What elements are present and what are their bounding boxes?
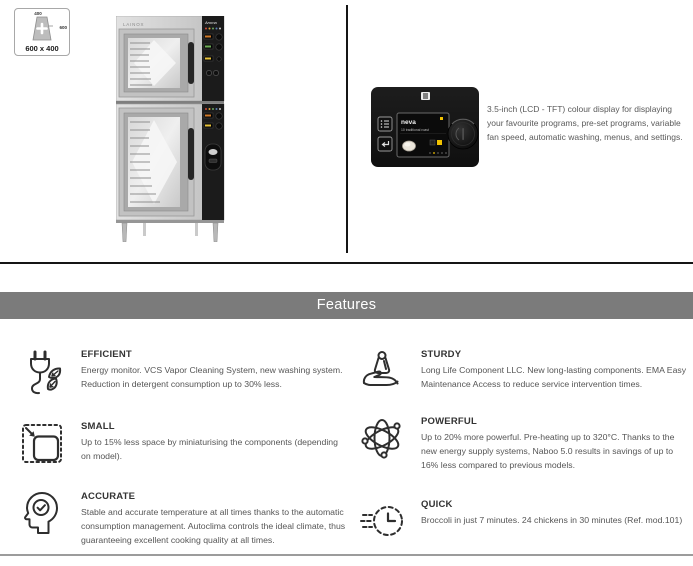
feature-description: Stable and accurate temperature at all times thanks to the automatic consumption management. Autoclima controls the ideal climate, thus guaranteeing excellent cooking quality at all times. <box>81 507 346 545</box>
feature-title: ACCURATE <box>81 491 136 502</box>
feature-description: Energy monitor. VCS Vapor Cleaning System, new washing system. Reduction in detergent consumption up to 30% less. <box>81 365 343 389</box>
tray-size-badge <box>14 8 70 56</box>
head-check-icon <box>16 489 68 548</box>
panel-display <box>397 113 449 157</box>
oven-series-label: Aroma <box>205 20 217 25</box>
display-brand-text: neva <box>401 119 416 126</box>
feature-accurate <box>16 489 346 548</box>
back-button-icon <box>378 137 392 151</box>
badge-depth-value: 600 <box>59 25 67 30</box>
panel-logo-icon <box>421 92 430 100</box>
badge-size-label: 600 x 400 <box>25 44 59 53</box>
plug-leaves-icon <box>16 347 68 395</box>
feature-sturdy <box>356 347 692 395</box>
tray-shape-icon <box>29 16 55 42</box>
horizontal-divider <box>0 262 693 264</box>
speed-clock-icon <box>356 497 408 545</box>
oven-product-image <box>116 16 226 242</box>
feature-description: Broccoli in just 7 minutes. 24 chickens in 30 minutes (Ref. mod.101) <box>421 515 683 525</box>
feature-quick <box>356 497 692 545</box>
vertical-divider <box>346 5 348 253</box>
feature-small <box>16 419 346 467</box>
badge-width-value: 400 <box>34 11 42 16</box>
feature-description: Up to 15% less space by miniaturising the components (depending on model). <box>81 437 338 461</box>
rotary-knob <box>448 119 478 149</box>
feature-description: Long Life Component LLC. New long-lasting components. EMA Easy Maintenance Access to reduce service intervention times. <box>421 365 687 389</box>
features-section-header: Features <box>0 292 693 319</box>
feature-title: POWERFUL <box>421 416 477 427</box>
feature-title: STURDY <box>421 349 462 360</box>
atom-icon <box>356 414 408 473</box>
feature-powerful <box>356 414 692 473</box>
hand-holding-weight-icon <box>356 347 408 395</box>
menu-button-icon <box>378 117 392 131</box>
feature-title: SMALL <box>81 421 115 432</box>
feature-description: Up to 20% more powerful. Pre-heating up to 320°C. Thanks to the new energy supply systems, Naboo 5.0 results in savings of up to 16% less compared to previous models. <box>421 432 675 470</box>
shrink-square-icon <box>16 419 68 467</box>
display-program-text: 10 traditional roast <box>401 128 429 132</box>
display-description-text: 3.5-inch (LCD - TFT) colour display for displaying your favourite programs, pre-set programs, variable fan speed, automatic washing, menus, and settings. <box>487 104 683 142</box>
feature-title: EFFICIENT <box>81 349 132 360</box>
bottom-divider <box>0 554 693 556</box>
oven-brand-label: LAINOX <box>123 22 145 27</box>
control-panel-image <box>371 87 479 167</box>
feature-efficient <box>16 347 346 395</box>
feature-title: QUICK <box>421 499 453 510</box>
